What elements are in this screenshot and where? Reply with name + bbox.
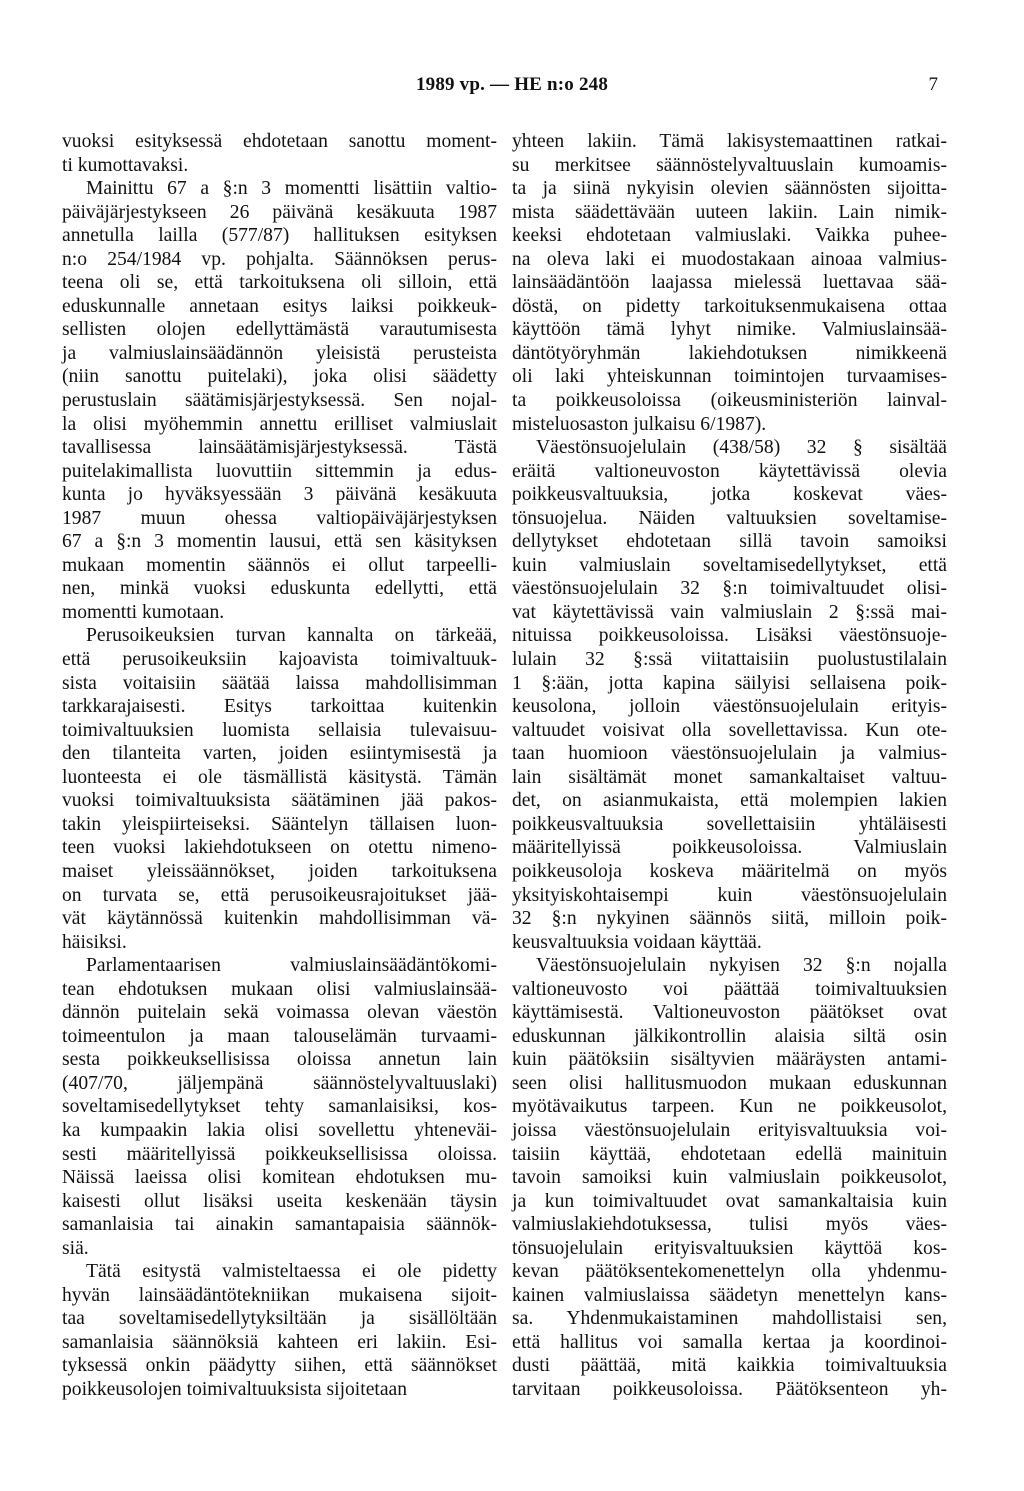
text-line: misteluosaston julkaisu 6/1987).: [512, 413, 767, 435]
left-column: [62, 130, 497, 1402]
text-line: tyksessä onkin päädytty siihen, että säännökset: [62, 1355, 497, 1377]
text-line: 1987 muun ohessa valtiopäiväjärjestyksen: [62, 507, 497, 529]
text-line: toimivaltuuksien luomista sellaisia tulevaisuu-: [62, 719, 497, 741]
text-line: lulain 32 §:ssä viitattaisiin puolustustilalain: [512, 649, 947, 671]
text-line: vuoksi esityksessä ehdotetaan sanottu moment-: [62, 131, 497, 152]
text-line: seen olisi hallitusmuodon mukaan eduskunnan: [512, 1072, 947, 1094]
text-line: ja valmiuslainsäädännön yleisistä perusteista: [62, 342, 497, 364]
text-line: dusti päättää, mitä kaikkia toimivaltuuksia: [512, 1355, 947, 1377]
text-line: su merkitsee säännöstelyvaltuuslain kumoamis-: [512, 154, 947, 176]
text-line: päiväjärjestykseen 26 päivänä kesäkuuta 1987: [62, 201, 497, 223]
text-line: sa. Yhdenmukaistaminen mahdollistaisi sen,: [512, 1308, 947, 1330]
text-line: momentti kumotaan.: [62, 601, 225, 623]
text-line: 32 §:n nykyinen säännös siitä, milloin poik-: [512, 908, 947, 930]
text-line: tönsuojelua. Näiden valtuuksien soveltamise-: [512, 507, 947, 529]
text-line: däntötyöryhmän lakiehdotuksen nimikkeenä: [512, 342, 947, 364]
text-line: annetulla lailla (577/87) hallituksen esityksen: [62, 225, 497, 247]
text-line: takin yleispiirteiseksi. Sääntelyn tällaisen luon-: [62, 813, 497, 835]
text-line: Näissä laeissa olisi komitean ehdotuksen mu-: [62, 1167, 497, 1189]
text-line: dellytykset ehdotetaan sillä tavoin samoiksi: [512, 531, 947, 553]
text-line: det, on asianmukaista, että molempien lakien: [512, 790, 947, 812]
text-line: 67 a §:n 3 momentin lausui, että sen käsityksen: [62, 531, 497, 553]
text-line: taisiin käyttää, ehdotetaan edellä mainituin: [512, 1143, 947, 1165]
text-line: eräitä valtioneuvoston käytettävissä olevia: [512, 460, 947, 482]
text-line: sesta poikkeuksellisissa oloissa annetun lain: [62, 1049, 497, 1071]
text-line: tarvitaan poikkeusoloissa. Päätöksenteon yh-: [512, 1378, 947, 1400]
text-line: poikkeusoloja koskeva määritelmä on myös: [512, 860, 947, 882]
text-line: määritellyissä poikkeusoloissa. Valmiuslain: [512, 837, 947, 859]
text-line: luonteesta ei ole täsmällistä käsitystä. Tämän: [62, 766, 497, 788]
text-line: nituissa poikkeusoloissa. Lisäksi väestönsuoje-: [512, 625, 947, 647]
text-line: lainsäädäntöön laajassa mielessä luettavaa sää-: [512, 272, 947, 294]
text-line: valmiuslakiehdotuksessa, tulisi myös väes-: [512, 1214, 947, 1236]
text-line: eduskunnalle annetaan esitys laiksi poikkeuk-: [62, 295, 497, 317]
text-line: na oleva laki ei muodostakaan ainoaa valmius-: [512, 248, 947, 270]
page-header: [0, 74, 1024, 98]
text-line: että hallitus voi samalla kertaa ja koordinoi-: [512, 1331, 947, 1353]
text-line: käyttöön tämä lyhyt nimike. Valmiuslainsää-: [512, 319, 947, 341]
text-line: Väestönsuojelulain (438/58) 32 § sisältää: [536, 437, 947, 459]
text-line: ta ja siinä nykyisin olevien säännösten sijoitta-: [512, 178, 947, 200]
text-line: hyvän lainsäädäntötekniikan mukaisena sijoit-: [62, 1284, 497, 1306]
text-line: den tilanteita varten, joiden esiintymisestä ja: [62, 743, 497, 765]
text-line: Mainittu 67 a §:n 3 momentti lisättiin valtio-: [86, 178, 497, 200]
text-line: Tätä esitystä valmisteltaessa ei ole pidetty: [86, 1261, 497, 1283]
text-line: ja kun toimivaltuudet ovat samankaltaisia kuin: [512, 1190, 947, 1212]
text-line: yhteen lakiin. Tämä lakisystemaattinen ratkai-: [512, 131, 947, 152]
text-line: Parlamentaarisen valmiuslainsäädäntökomi-: [86, 955, 497, 977]
text-line: tean ehdotuksen mukaan olisi valmiuslainsää-: [62, 978, 497, 1000]
text-line: on turvata se, että perusoikeusrajoitukset jää-: [62, 884, 497, 906]
text-line: ka kumpaakin lakia olisi sovellettu yhteneväi-: [62, 1119, 497, 1141]
text-line: perustuslain säätämisjärjestyksessä. Sen nojal-: [62, 390, 497, 412]
text-line: kevan päätöksentekomenettelyn olla yhdenmu-: [512, 1261, 947, 1283]
text-line: oli laki yhteiskunnan toimintojen turvaamises-: [512, 366, 947, 388]
text-line: yksityiskohtaisempi kuin väestönsuojelulain: [512, 884, 947, 906]
text-line: väestönsuojelulain 32 §:n toimivaltuudet olisi-: [512, 578, 947, 600]
text-line: vät käytännössä kuitenkin mahdollisimman vä-: [62, 908, 497, 930]
text-line: poikkeusvaltuuksia sovellettaisiin yhtäläisesti: [512, 813, 947, 835]
text-line: myötävaikutus tarpeen. Kun ne poikkeusolot,: [512, 1096, 947, 1118]
running-title: 1989 vp. — HE n:o 248: [415, 74, 609, 95]
text-line: joissa väestönsuojelulain erityisvaltuuksia voi-: [512, 1119, 947, 1141]
text-line: puitelakimallista luovuttiin sittemmin ja edus-: [62, 460, 497, 482]
text-line: döstä, on pidetty tarkoituksenmukaisena ottaa: [512, 295, 947, 317]
text-line: vuoksi toimivaltuuksista säätäminen jää pakos-: [62, 790, 497, 812]
text-line: kuin päätöksiin sisältyvien määräysten antami-: [512, 1049, 947, 1071]
text-line: tönsuojelulain erityisvaltuuksien käyttöä kos-: [512, 1237, 947, 1259]
text-line: samanlaisia säännöksiä kahteen eri lakiin. Esi-: [62, 1331, 497, 1353]
text-line: häisiksi.: [62, 931, 127, 953]
text-line: tarkkarajaisesti. Esitys tarkoittaa kuitenkin: [62, 696, 497, 718]
text-line: lain sisältämät monet samankaltaiset valtuu-: [512, 766, 947, 788]
text-line: teena oli se, että tarkoituksena oli silloin, että: [62, 272, 497, 294]
text-line: kuin valmiuslain soveltamisedellytykset, että: [512, 554, 947, 576]
text-line: samanlaisia tai ainakin samantapaisia säännök-: [62, 1214, 497, 1236]
text-line: poikkeusvaltuuksia, jotka koskevat väes-: [512, 484, 947, 506]
text-line: Väestönsuojelulain nykyisen 32 §:n nojalla: [536, 955, 947, 977]
text-line: Perusoikeuksien turvan kannalta on tärkeää,: [86, 625, 497, 647]
text-line: sellisten olojen edellyttämästä varautumisesta: [62, 319, 497, 341]
text-line: tavoin samoiksi kuin valmiuslain poikkeusolot,: [512, 1167, 947, 1189]
text-line: keusvaltuuksia voidaan käyttää.: [512, 931, 762, 953]
text-line: nen, minkä vuoksi eduskunta edellytti, että: [62, 578, 497, 600]
text-line: että perusoikeuksiin kajoavista toimivaltuuk-: [62, 649, 497, 671]
text-line: taan huomioon väestönsuojelulain ja valmius-: [512, 743, 947, 765]
text-line: kunta jo hyväksyessään 3 päivänä kesäkuuta: [62, 484, 497, 506]
text-line: dännön puitelain sekä voimassa olevan väestön: [62, 1002, 497, 1024]
text-line: toimeentulon ja maan talouselämän turvaami-: [62, 1025, 497, 1047]
right-column: [512, 130, 947, 1402]
text-line: kainen valmiuslaissa säädetyn menettelyn kans-: [512, 1284, 947, 1306]
text-line: käyttämisestä. Valtioneuvoston päätökset ovat: [512, 1002, 947, 1024]
text-line: soveltamisedellytykset tehty samanlaisiksi, kos-: [62, 1096, 497, 1118]
text-line: (niin sanottu puitelaki), joka olisi säädetty: [62, 366, 497, 388]
text-line: mista säädettävään uuteen lakiin. Lain nimik-: [512, 201, 947, 223]
text-line: eduskunnan jälkikontrollin alaisia siltä osin: [512, 1025, 947, 1047]
text-line: (407/70, jäljempänä säännöstelyvaltuuslaki): [62, 1072, 497, 1094]
text-line: poikkeusolojen toimivaltuuksista sijoitetaan: [62, 1378, 408, 1400]
text-line: sista voitaisiin säätää laissa mahdollisimman: [62, 672, 497, 694]
text-line: n:o 254/1984 vp. pohjalta. Säännöksen perus-: [62, 248, 497, 270]
text-line: vat käytettävissä vain valmiuslain 2 §:ssä mai-: [512, 601, 947, 623]
text-line: ta poikkeusoloissa (oikeusministeriön lainval-: [512, 390, 947, 412]
text-line: taa soveltamisedellytyksiltään ja sisällöltään: [62, 1308, 497, 1330]
text-line: kaisesti ollut lisäksi useita keskenään täysin: [62, 1190, 497, 1212]
text-line: 1 §:ään, jotta kapina säilyisi sellaisena poik-: [512, 672, 947, 694]
text-line: teen vuoksi lakiehdotukseen on otettu nimeno-: [62, 837, 497, 859]
text-line: keeksi ehdotetaan valmiuslaki. Vaikka puhee-: [512, 225, 947, 247]
page-number: 7: [928, 74, 938, 95]
text-line: siä.: [62, 1237, 89, 1259]
text-line: ti kumottavaksi.: [62, 154, 189, 176]
text-line: sesti määritellyissä poikkeuksellisissa oloissa.: [62, 1143, 497, 1165]
text-line: valtuudet voisivat olla sovellettavissa. Kun ote-: [512, 719, 947, 741]
text-line: keusolona, jolloin väestönsuojelulain erityis-: [512, 696, 947, 718]
text-line: valtioneuvosto voi päättää toimivaltuuksien: [512, 978, 947, 1000]
text-line: la olisi myöhemmin annettu erilliset valmiuslait: [62, 413, 497, 435]
text-line: maiset yleissäännökset, joiden tarkoituksena: [62, 860, 497, 882]
text-line: tavallisessa lainsäätämisjärjestyksessä. Tästä: [62, 437, 497, 459]
text-line: mukaan momentin säännös ei ollut tarpeelli-: [62, 554, 497, 576]
